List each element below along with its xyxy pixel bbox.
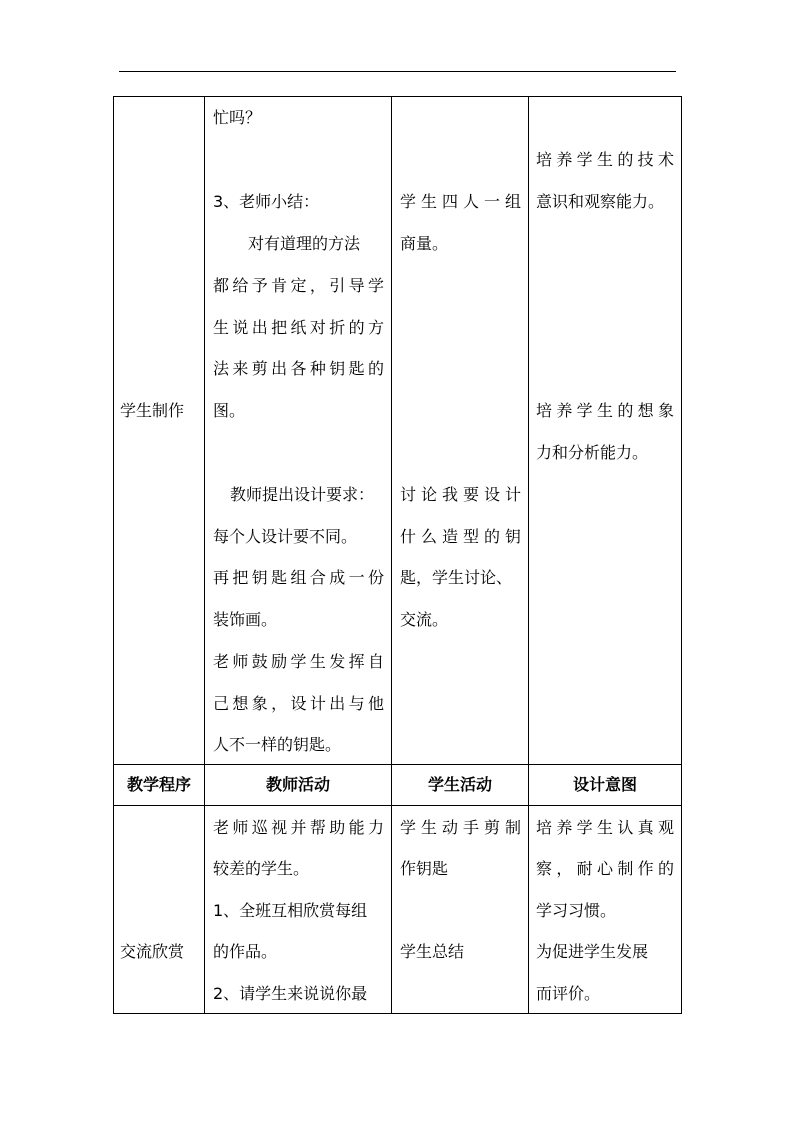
teacher-summary-line: 法来剪出各种钥匙的 [213, 359, 384, 378]
teacher-activity-line: 的作品。 [213, 942, 278, 961]
design-requirement-line: 再把钥匙组合成一份 [213, 568, 384, 587]
column-divider-2 [391, 97, 392, 1013]
teacher-summary-line: 生说出把纸对折的方 [213, 318, 384, 337]
header-design-intent: 设计意图 [572, 775, 637, 794]
design-requirement-line: 装饰画。 [213, 610, 278, 629]
column-divider-1 [204, 97, 205, 1013]
teacher-activity-line: 1、全班互相欣赏每组 [213, 901, 368, 920]
student-activity-line: 交流。 [400, 610, 449, 629]
student-activity-line: 讨论我要设计 [400, 485, 521, 504]
teacher-summary-line: 对有道理的方法 [248, 234, 361, 253]
encourage-line: 人不一样的钥匙。 [213, 735, 342, 754]
design-intent-line: 培养学生的技术 [536, 150, 674, 169]
student-activity-line: 匙，学生讨论、 [400, 568, 513, 587]
stage-label-student-making: 学生制作 [120, 401, 185, 420]
teacher-summary-line: 图。 [213, 401, 246, 420]
header-teaching-procedure: 教学程序 [126, 775, 191, 794]
design-intent-line: 而评价。 [536, 984, 601, 1003]
teacher-activity-line: 老师巡视并帮助能力 [213, 818, 384, 837]
row-divider-header-top [114, 764, 681, 765]
design-intent-line: 培养学生认真观 [536, 818, 674, 837]
column-divider-3 [528, 97, 529, 1013]
design-intent-line: 学习习惯。 [536, 901, 617, 920]
design-intent-line: 培养学生的想象 [536, 401, 674, 420]
design-intent-line: 力和分析能力。 [536, 443, 649, 462]
student-activity-line: 学生总结 [400, 942, 465, 961]
teacher-summary-heading: 3、老师小结： [213, 192, 320, 211]
encourage-line: 老师鼓励学生发挥自 [213, 652, 384, 671]
design-intent-line: 意识和观察能力。 [536, 192, 665, 211]
teacher-activity-line: 2、请学生来说说你最 [213, 984, 368, 1003]
header-rule [119, 71, 676, 72]
design-requirement-line: 教师提出设计要求： [230, 485, 375, 504]
student-activity-line: 作钥匙 [400, 859, 449, 878]
design-intent-line: 为促进学生发展 [536, 942, 649, 961]
student-activity-line: 商量。 [400, 234, 449, 253]
student-activity-line: 什么造型的钥 [400, 527, 521, 546]
student-activity-line: 学生动手剪制 [400, 818, 521, 837]
teacher-activity-line: 较差的学生。 [213, 859, 310, 878]
header-student-activity: 学生活动 [427, 775, 492, 794]
student-activity-line: 学生四人一组 [400, 192, 521, 211]
encourage-line: 己想象，设计出与他 [213, 694, 384, 713]
design-requirement-line: 每个人设计要不同。 [213, 527, 358, 546]
header-teacher-activity: 教师活动 [265, 775, 330, 794]
lesson-plan-table [113, 96, 682, 1014]
row-divider-header-bottom [114, 805, 681, 806]
teacher-summary-line: 都给予肯定，引导学 [213, 276, 384, 295]
design-intent-line: 察，耐心制作的 [536, 859, 674, 878]
stage-label-exchange-appreciation: 交流欣赏 [120, 942, 185, 961]
teacher-text-line: 忙吗？ [213, 108, 262, 127]
